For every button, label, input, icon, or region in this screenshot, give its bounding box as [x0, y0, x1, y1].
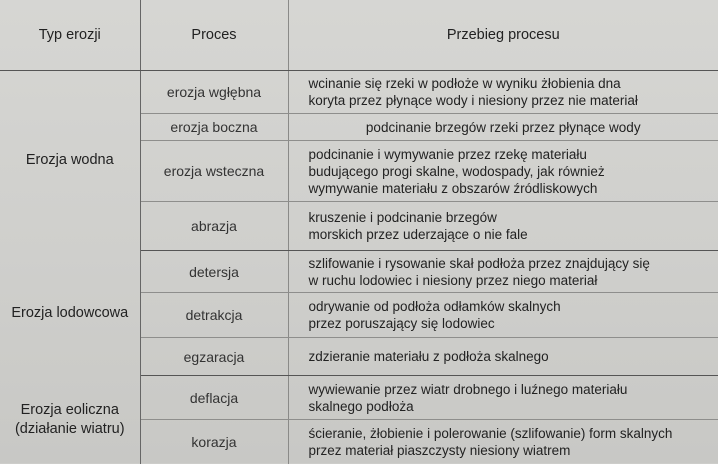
type-cell-glacial: Erozja lodowcowa: [0, 251, 140, 376]
description-cell: [288, 376, 718, 420]
description-cell: [288, 251, 718, 293]
header-process: Proces: [140, 0, 288, 71]
process-cell: erozja boczna: [140, 114, 288, 141]
description-line: wymywanie materiału z obszarów źródliskowych: [309, 180, 718, 197]
header-description: Przebieg procesu: [288, 0, 718, 71]
description-cell: [288, 202, 718, 251]
header-row: [0, 0, 718, 71]
description-line: kruszenie i podcinanie brzegów: [309, 209, 718, 226]
type-line: (działanie wiatru): [4, 420, 136, 439]
description-cell: [288, 71, 718, 114]
process-cell: detersja: [140, 251, 288, 293]
table-row: [0, 376, 718, 420]
process-cell: korazja: [140, 420, 288, 464]
process-cell: deflacja: [140, 376, 288, 420]
description-line: koryta przez płynące wody i niesiony przez nie materiał: [309, 92, 718, 109]
header-type: Typ erozji: [0, 0, 140, 71]
description-cell: [288, 293, 718, 338]
description-line: wywiewanie przez wiatr drobnego i luźnego materiału: [309, 381, 718, 398]
description-line: odrywanie od podłoża odłamków skalnych: [309, 298, 718, 315]
type-cell-aeolian: [0, 376, 140, 464]
description-line: skalnego podłoża: [309, 398, 718, 415]
description-cell: [288, 141, 718, 202]
description-cell: [288, 420, 718, 464]
process-cell: abrazja: [140, 202, 288, 251]
description-line: wcinanie się rzeki w podłoże w wyniku żłobienia dna: [309, 75, 718, 92]
description-line: zdzieranie materiału z podłoża skalnego: [309, 348, 718, 365]
process-cell: detrakcja: [140, 293, 288, 338]
table-row: [0, 71, 718, 114]
description-line: przez materiał piaszczysty niesiony wiatrem: [309, 442, 718, 459]
description-line: podcinanie i wymywanie przez rzekę materiału: [309, 146, 718, 163]
description-cell: [288, 338, 718, 376]
description-line: budującego progi skalne, wodospady, jak również: [309, 163, 718, 180]
process-cell: erozja wgłębna: [140, 71, 288, 114]
description-line: ścieranie, żłobienie i polerowanie (szlifowanie) form skalnych: [309, 425, 718, 442]
type-cell-water: Erozja wodna: [0, 71, 140, 251]
description-line: przez poruszający się lodowiec: [309, 315, 718, 332]
description-cell: [288, 114, 718, 141]
description-line: morskich przez uderzające o nie fale: [309, 226, 718, 243]
table-row: [0, 251, 718, 293]
process-cell: erozja wsteczna: [140, 141, 288, 202]
process-cell: egzaracja: [140, 338, 288, 376]
description-line: szlifowanie i rysowanie skał podłoża przez znajdujący się: [309, 255, 718, 272]
type-line: Erozja eoliczna: [4, 401, 136, 420]
description-line: podcinanie brzegów rzeki przez płynące wody: [289, 119, 718, 136]
description-line: w ruchu lodowiec i niesiony przez niego materiał: [309, 272, 718, 289]
